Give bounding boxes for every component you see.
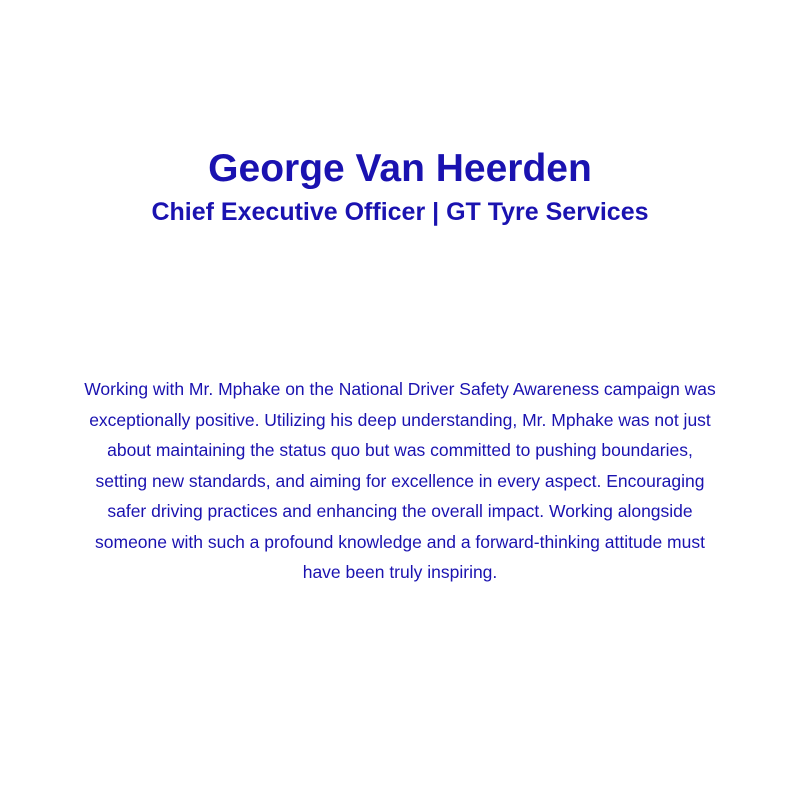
testimonial-quote: Working with Mr. Mphake on the National Driver Safety Awareness campaign was exceptionally positive. Utilizing his deep understanding, Mr. Mphake was not just about maintaining the status quo but was committed to pushing boundaries, setting new standards, and aiming for excellence in every aspect. Encouraging safer driving practices and enhancing the overall impact. Working alongside someone with such a profound knowledge and a forward-thinking attitude must have been truly inspiring. — [84, 379, 716, 582]
author-role: Chief Executive Officer | GT Tyre Services — [151, 198, 649, 226]
author-name: George Van Heerden — [208, 147, 592, 190]
